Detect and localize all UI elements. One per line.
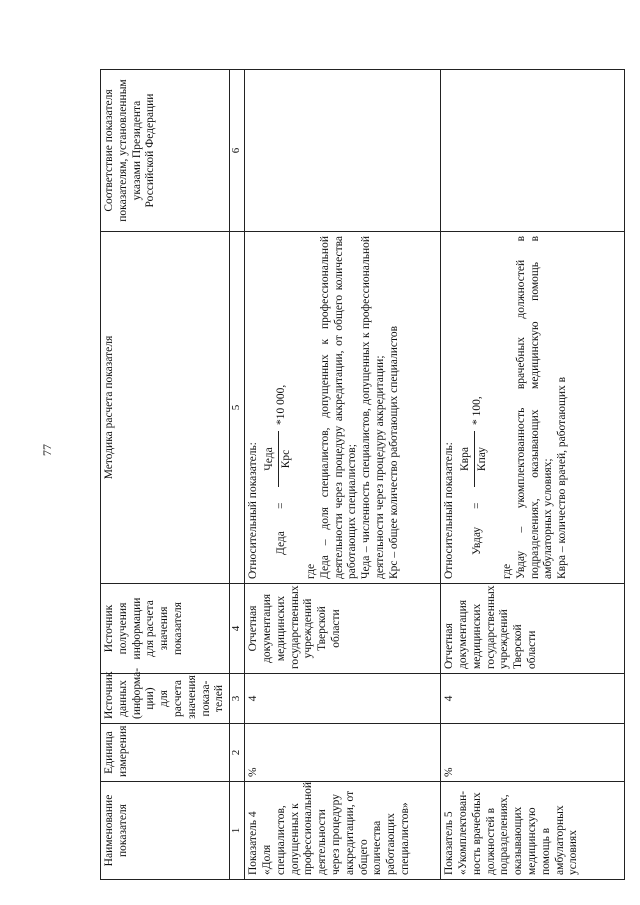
fraction-bar <box>278 431 279 487</box>
indicator-method <box>441 232 625 584</box>
indicator-info-source: Отчетная документация медицинских государственных учреждений Тверской области <box>441 584 625 674</box>
indicator-unit: % <box>441 724 625 782</box>
method-formula <box>459 236 499 579</box>
indicator-conformity <box>245 70 441 232</box>
method-title: Относительный показатель: <box>443 442 456 579</box>
formula-equals: = <box>470 502 483 509</box>
indicator-name: Показатель 5 «Укомплектован-ность врачебных должностей в подразделениях, оказывающих медицинскую помощь в амбулаторных условиях <box>441 782 625 880</box>
formula-multiplier: * 100, <box>470 396 483 425</box>
formula-lhs: Деда <box>274 531 287 555</box>
indicator-data-source: 4 <box>245 674 441 724</box>
formula-numerator: Чеда <box>262 447 275 471</box>
indicator-data-source: 4 <box>441 674 625 724</box>
indicator-conformity <box>441 70 625 232</box>
page-number: 77 <box>40 444 54 456</box>
rotated-table-wrapper <box>100 70 625 880</box>
column-number: 5 <box>230 232 245 584</box>
method-where: где <box>500 563 513 579</box>
formula-denominator: Крс <box>279 449 292 469</box>
table-row <box>441 70 625 880</box>
header-row <box>101 70 230 880</box>
formula-lhs: Увдау <box>470 526 483 555</box>
formula-denominator: Кпау <box>475 446 488 472</box>
method-line: Квра – количество врачей, работающих в <box>556 376 569 579</box>
method-title: Относительный показатель: <box>247 442 260 579</box>
column-number: 2 <box>230 724 245 782</box>
formula-multiplier: *10 000, <box>274 384 287 425</box>
indicators-table <box>100 69 625 880</box>
indicator-info-source: Отчетная документация медицинских государственных учреждений Тверской области <box>245 584 441 674</box>
header-data-source: Источник данных (информа-ции) для расчета значения показа-телей <box>101 674 230 724</box>
formula-equals: = <box>274 502 287 509</box>
header-method: Методика расчета показателя <box>101 232 230 584</box>
indicator-unit: % <box>245 724 441 782</box>
header-unit: Единица измерения <box>101 724 230 782</box>
header-name: Наименование показателя <box>101 782 230 880</box>
formula-numerator: Квра <box>458 447 471 471</box>
method-where: где <box>304 563 317 579</box>
method-formula <box>263 236 303 579</box>
column-number: 1 <box>230 782 245 880</box>
indicator-name: Показатель 4 «Доля специалистов, допущенных к профессиональной деятельности через процедуру аккредитации, от общего количества работающих специалистов» <box>245 782 441 880</box>
header-conformity: Соответствие показателя показателям, установленным указами Президента Российской Федерации <box>101 70 230 232</box>
indicator-method <box>245 232 441 584</box>
method-line: Увдау – укомплектованность врачебных должностей в подразделениях, оказывающих медицинскую помощь в амбулаторных условиях; <box>514 236 555 579</box>
method-line: Крс – общее количество работающих специалистов <box>387 325 400 579</box>
table-row <box>245 70 441 880</box>
column-number: 6 <box>230 70 245 232</box>
header-info-source: Источник получения информации для расчета значения показателя <box>101 584 230 674</box>
fraction-bar <box>474 431 475 487</box>
method-line: Чеда – численность специалистов, допущенных к профессиональной деятельности через процедуру аккредитации; <box>360 236 386 579</box>
column-number: 3 <box>230 674 245 724</box>
method-line: Деда – доля специалистов, допущенных к профессиональной деятельности через процедуру аккредитации, от общего количества работающих специалистов; <box>318 236 359 579</box>
column-number: 4 <box>230 584 245 674</box>
column-number-row <box>230 70 245 880</box>
